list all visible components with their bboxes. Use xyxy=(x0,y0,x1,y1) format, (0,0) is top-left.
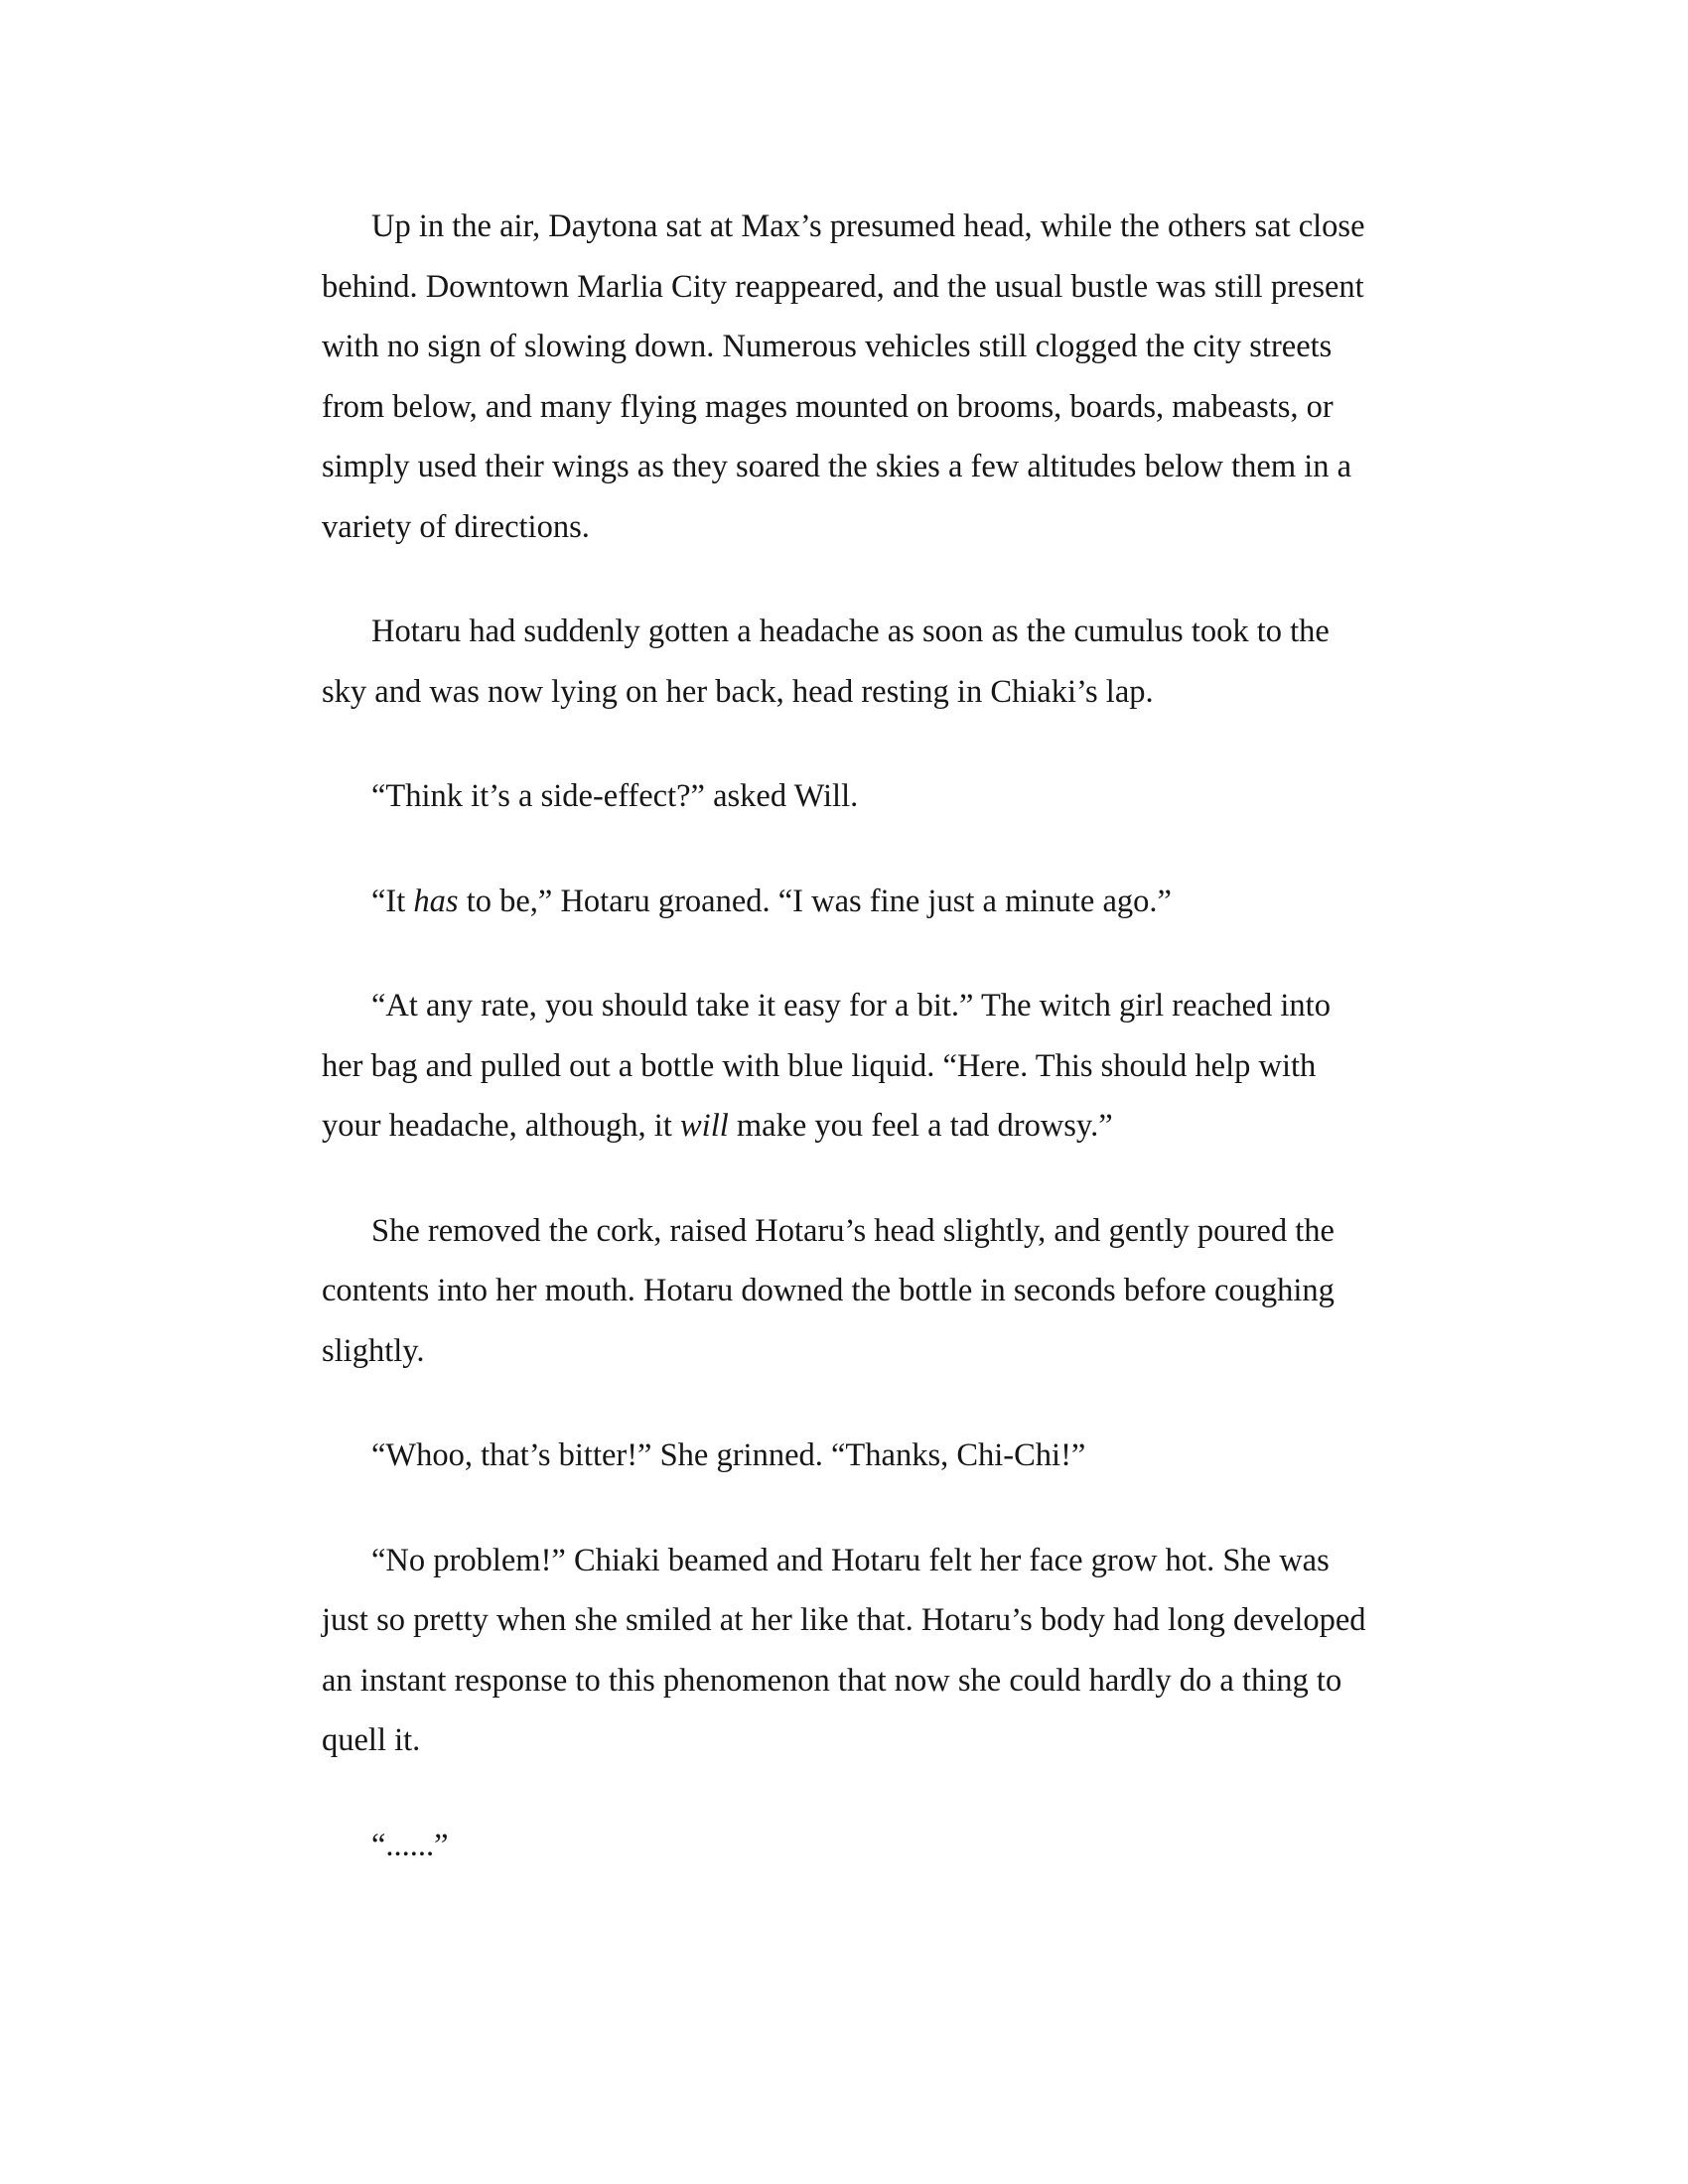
paragraph xyxy=(322,1201,1370,1382)
text-run: Hotaru had suddenly gotten a headache as soon as the cumulus took to the sky and was now lying on her back, head resting in Chiaki’s lap. xyxy=(322,614,1330,710)
text-run: “......” xyxy=(371,1827,449,1863)
paragraph xyxy=(322,1531,1370,1771)
text-run: “Whoo, that’s bitter!” She grinned. “Thanks, Chi-Chi!” xyxy=(371,1437,1086,1473)
body-text xyxy=(322,197,1370,1875)
text-run: to be,” Hotaru groaned. “I was fine just a minute ago.” xyxy=(458,883,1172,919)
text-run: “At any rate, you should take it easy for a bit.” The witch girl reached into her bag and pulled out a bottle with blue liquid. “Here. This should help with your headache, although, it xyxy=(322,988,1331,1144)
paragraph xyxy=(322,766,1370,827)
text-run: “It xyxy=(371,883,414,919)
paragraph xyxy=(322,602,1370,722)
text-run: make you feel a tad drowsy.” xyxy=(728,1108,1113,1144)
text-run: Up in the air, Daytona sat at Max’s presumed head, while the others sat close behind. Downtown Marlia City reappeared, and the usual bustle was still present with no sign of slowing down. Numerous vehicles still clogged the city streets from below, and many flying mages mounted on brooms, boards, mabeasts, or simply used their wings as they soared the skies a few altitudes below them in a variety of directions. xyxy=(322,208,1365,545)
paragraph xyxy=(322,197,1370,557)
paragraph xyxy=(322,1426,1370,1486)
text-run: She removed the cork, raised Hotaru’s head slightly, and gently poured the contents into her mouth. Hotaru downed the bottle in seconds before coughing slightly. xyxy=(322,1212,1335,1369)
text-run: “No problem!” Chiaki beamed and Hotaru felt her face grow hot. She was just so pretty when she smiled at her like that. Hotaru’s body had long developed an instant response to this phenomenon that now she could hardly do a thing to quell it. xyxy=(322,1542,1366,1758)
italic-text-run: has xyxy=(413,883,459,919)
italic-text-run: will xyxy=(680,1108,729,1144)
paragraph xyxy=(322,1816,1370,1876)
paragraph xyxy=(322,872,1370,932)
paragraph xyxy=(322,976,1370,1157)
text-run: “Think it’s a side-effect?” asked Will. xyxy=(371,778,859,814)
